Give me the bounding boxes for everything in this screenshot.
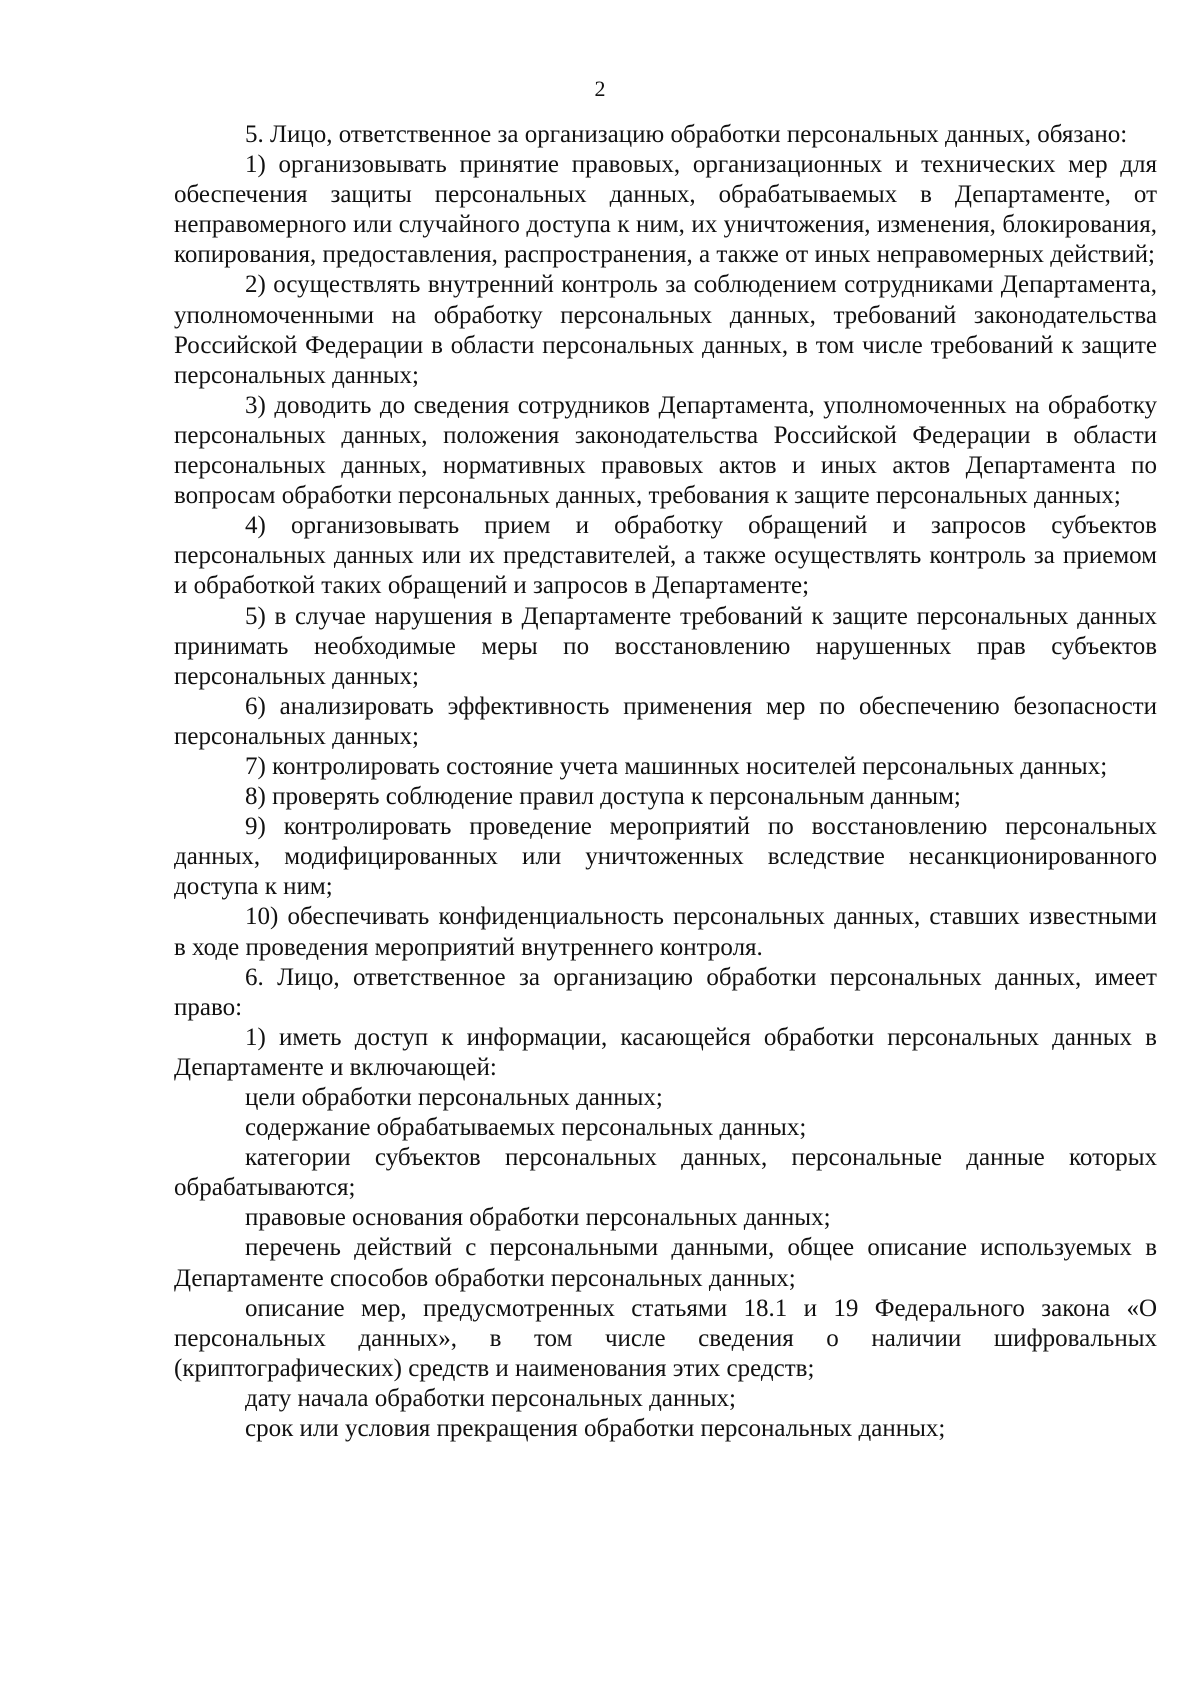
paragraph: 9) контролировать проведение мероприятий по восстановлению персональных данных, модифицированных или уничтоженных вследствие несанкционированного доступа к ним; <box>174 813 1157 901</box>
document-body <box>174 120 1157 1444</box>
paragraph: 1) иметь доступ к информации, касающейся обработки персональных данных в Департаменте и включающей: <box>174 1023 1157 1081</box>
paragraph: категории субъектов персональных данных, персональные данные которых обрабатываются; <box>174 1144 1157 1202</box>
paragraph: 6) анализировать эффективность применения мер по обеспечению безопасности персональных данных; <box>174 692 1157 750</box>
paragraph: правовые основания обработки персональных данных; <box>245 1204 831 1232</box>
paragraph: 5) в случае нарушения в Департаменте требований к защите персональных данных принимать необходимые меры по восстановлению нарушенных прав субъектов персональных данных; <box>174 602 1157 690</box>
paragraph: 3) доводить до сведения сотрудников Департамента, уполномоченных на обработку персональных данных, положения законодательства Российской Федерации в области персональных данных, нормативных правовых актов и иных актов Департамента по вопросам обработки персональных данных, требования к защите персональных данных; <box>174 391 1157 510</box>
paragraph: 2) осуществлять внутренний контроль за соблюдением сотрудниками Департамента, уполномоченными на обработку персональных данных, требований законодательства Российской Федерации в области персональных данных, в том числе требований к защите персональных данных; <box>174 271 1157 389</box>
paragraph: 10) обеспечивать конфиденциальность персональных данных, ставших известными в ходе проведения мероприятий внутреннего контроля. <box>174 903 1157 961</box>
paragraph: 6. Лицо, ответственное за организацию обработки персональных данных, имеет право: <box>174 963 1157 1021</box>
page-number: 2 <box>594 76 606 101</box>
paragraph: содержание обрабатываемых персональных данных; <box>245 1114 807 1142</box>
paragraph: 7) контролировать состояние учета машинных носителей персональных данных; <box>245 752 1108 780</box>
paragraph: дату начала обработки персональных данных; <box>245 1384 736 1412</box>
paragraph: 4) организовывать прием и обработку обращений и запросов субъектов персональных данных или их представителей, а также осуществлять контроль за приемом и обработкой таких обращений и запросов в Департаменте; <box>174 512 1157 600</box>
paragraph: 5. Лицо, ответственное за организацию обработки персональных данных, обязано: <box>245 121 1128 148</box>
paragraph: 8) проверять соблюдение правил доступа к персональным данным; <box>245 783 961 811</box>
paragraph: 1) организовывать принятие правовых, организационных и технических мер для обеспечения защиты персональных данных, обрабатываемых в Департаменте, от неправомерного или случайного доступа к ним, их уничтожения, изменения, блокирования, копирования, предоставления, распространения, а также от иных неправомерных действий; <box>174 151 1157 269</box>
paragraph: срок или условия прекращения обработки персональных данных; <box>245 1415 946 1443</box>
paragraph: перечень действий с персональными данными, общее описание используемых в Департаменте способов обработки персональных данных; <box>174 1234 1157 1292</box>
paragraph: цели обработки персональных данных; <box>245 1084 663 1111</box>
paragraph: описание мер, предусмотренных статьями 18.1 и 19 Федерального закона «О персональных данных», в том числе сведения о наличии шифровальных (криптографических) средств и наименования этих средств; <box>174 1294 1157 1382</box>
